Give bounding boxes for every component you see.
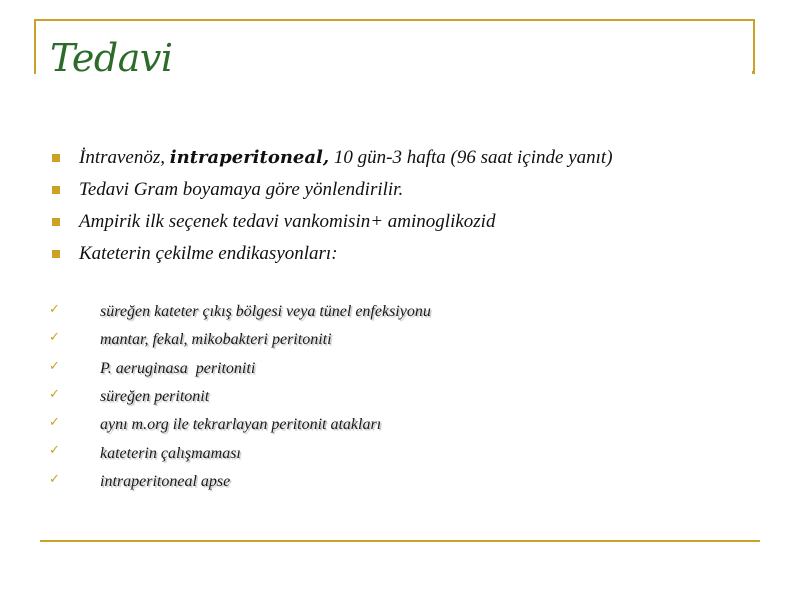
checkmark-icon: ✓ xyxy=(49,302,60,317)
bullet-item xyxy=(48,238,768,270)
bullet-text: Tedavi Gram boyamaya göre yönlendirilir. xyxy=(79,179,404,200)
checklist-item xyxy=(48,439,768,467)
bullet-bold-term: intraperitoneal, xyxy=(169,147,330,168)
square-bullet-icon xyxy=(52,250,60,258)
title-frame-left-border xyxy=(34,19,36,74)
checklist-text: aynı m.org ile tekrarlayan peritonit atakları xyxy=(100,416,382,434)
bullet-text: Kateterin çekilme endikasyonları: xyxy=(79,243,338,264)
bullet-item xyxy=(48,206,768,238)
checklist-item xyxy=(48,298,768,326)
indication-checklist xyxy=(48,298,768,496)
bullet-text xyxy=(79,147,613,169)
bullet-item xyxy=(48,142,768,174)
checklist-text: mantar, fekal, mikobakteri peritoniti xyxy=(100,331,332,349)
checkmark-icon: ✓ xyxy=(49,358,60,374)
title-frame-top-border xyxy=(34,19,755,21)
checklist-text: P. aeruginasa peritoniti xyxy=(100,359,256,377)
decorative-dot xyxy=(752,71,755,74)
checkmark-icon: ✓ xyxy=(49,415,60,431)
checklist-text: kateterin çalışmaması xyxy=(100,444,241,462)
bottom-divider xyxy=(40,540,760,542)
square-bullet-icon xyxy=(52,154,60,162)
checkmark-icon: ✓ xyxy=(49,330,60,346)
checkmark-icon: ✓ xyxy=(49,443,60,459)
checklist-item xyxy=(48,355,768,383)
checklist-text: süreğen kateter çıkış bölgesi veya tünel enfeksiyonu xyxy=(100,303,431,321)
bullet-item xyxy=(48,174,768,206)
square-bullet-icon xyxy=(52,218,60,226)
bullet-text-part: 10 gün-3 hafta (96 saat içinde yanıt) xyxy=(329,147,613,168)
checkmark-icon: ✓ xyxy=(49,471,60,487)
checkmark-icon: ✓ xyxy=(49,386,60,402)
slide-title: Tedavi xyxy=(50,36,173,80)
bullet-list xyxy=(48,142,768,270)
checklist-text: intraperitoneal apse xyxy=(100,472,231,490)
checklist-item xyxy=(48,411,768,439)
bullet-text-part: İntravenöz, xyxy=(79,147,170,168)
checklist-item xyxy=(48,383,768,411)
checklist-item xyxy=(48,326,768,354)
checklist-text: süreğen peritonit xyxy=(100,388,210,406)
bullet-text: Ampirik ilk seçenek tedavi vankomisin+ aminoglikozid xyxy=(79,211,496,232)
title-frame-right-border xyxy=(753,19,755,74)
checklist-item xyxy=(48,468,768,496)
square-bullet-icon xyxy=(52,186,60,194)
